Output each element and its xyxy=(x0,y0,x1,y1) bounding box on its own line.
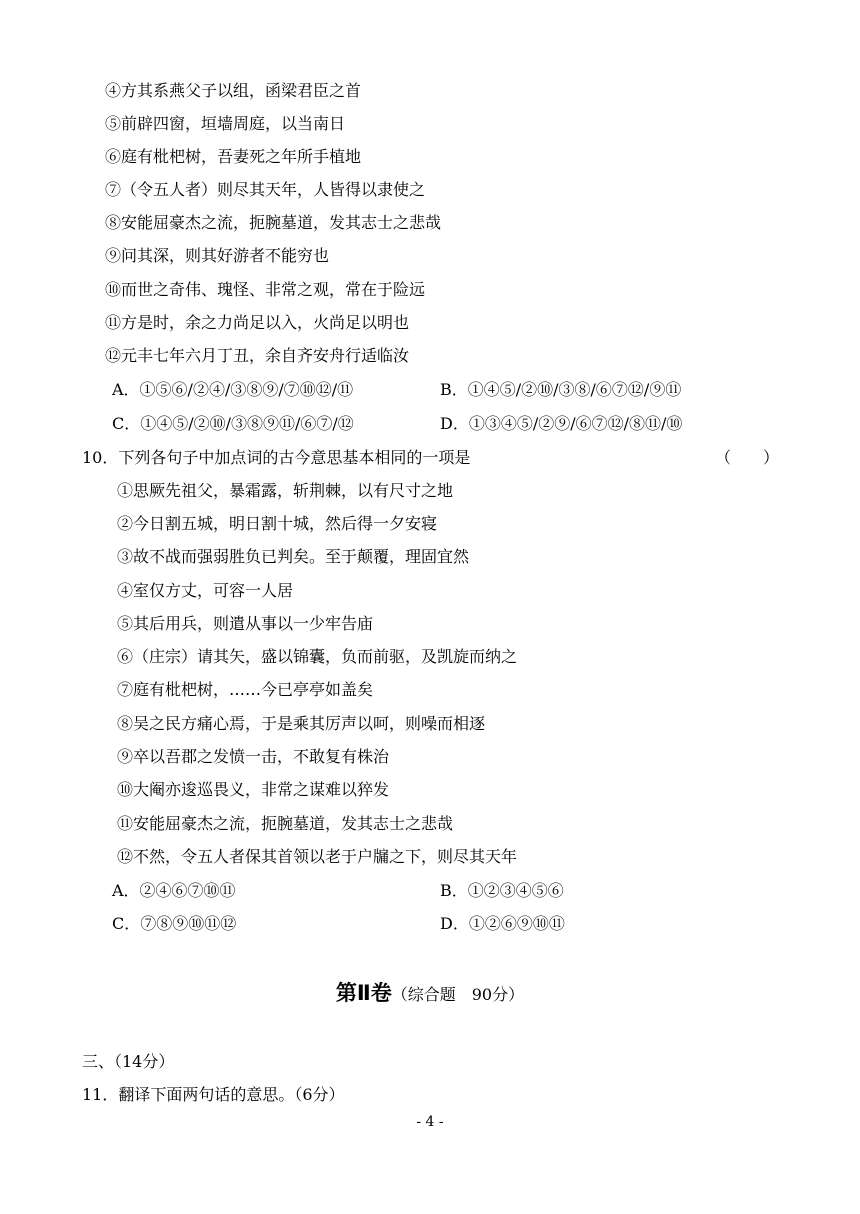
q11-stem: 11．翻译下面两句话的意思。（6分） xyxy=(82,1085,345,1104)
page-number: - 4 - xyxy=(416,1114,444,1130)
q10-answer-paren: （ ） xyxy=(715,448,780,467)
q10-item-2: ②今日割五城，明日割十城，然后得一夕安寝 xyxy=(117,514,438,533)
q9-item-6: ⑥庭有枇杷树，吾妻死之年所手植地 xyxy=(105,147,362,166)
q10-item-8: ⑧吴之民方痛心焉，于是乘其厉声以呵，则噪而相逐 xyxy=(117,714,486,733)
q9-option-b[interactable]: B．①④⑤/②⑩/③⑧/⑥⑦⑫/⑨⑪ xyxy=(440,380,682,399)
q10-item-1: ①思厥先祖父，暴霜露，斩荆棘，以有尺寸之地 xyxy=(117,481,454,500)
q10-option-d[interactable]: D．①②⑥⑨⑩⑪ xyxy=(440,914,565,933)
q9-item-9: ⑨问其深，则其好游者不能穷也 xyxy=(105,246,330,265)
section-title: 第Ⅱ卷 xyxy=(335,981,392,1005)
section-heading xyxy=(0,980,860,1008)
q9-item-7: ⑦（令五人者）则尽其天年，人皆得以隶使之 xyxy=(105,180,426,199)
part-three-heading: 三、（14分） xyxy=(82,1052,175,1071)
q10-item-6: ⑥（庄宗）请其矢，盛以锦囊，负而前驱，及凯旋而纳之 xyxy=(117,647,518,666)
q9-option-d[interactable]: D．①③④⑤/②⑨/⑥⑦⑫/⑧⑪/⑩ xyxy=(440,414,683,433)
q9-option-a[interactable]: A．①⑤⑥/②④/③⑧⑨/⑦⑩⑫/⑪ xyxy=(112,380,354,399)
q10-item-5: ⑤其后用兵，则遣从事以一少牢告庙 xyxy=(117,614,374,633)
q9-item-4: ④方其系燕父子以组，函梁君臣之首 xyxy=(105,81,362,100)
q10-stem: 10．下列各句子中加点词的古今意思基本相同的一项是 xyxy=(82,448,471,467)
q9-item-5: ⑤前辟四窗，垣墙周庭，以当南日 xyxy=(105,114,346,133)
section-subtitle: （综合题 90分） xyxy=(391,985,525,1004)
q10-option-c[interactable]: C．⑦⑧⑨⑩⑪⑫ xyxy=(112,914,237,933)
q10-item-3: ③故不战而强弱胜负已判矣。至于颠覆，理固宜然 xyxy=(117,547,470,566)
q9-item-11: ⑪方是时，余之力尚足以入，火尚足以明也 xyxy=(105,313,410,332)
q10-item-11: ⑪安能屈豪杰之流，扼腕墓道，发其志士之悲哉 xyxy=(117,814,454,833)
q10-item-9: ⑨卒以吾郡之发愤一击，不敢复有株治 xyxy=(117,747,390,766)
q10-item-10: ⑩大阉亦逡巡畏义，非常之谋难以猝发 xyxy=(117,780,390,799)
q9-item-12: ⑫元丰七年六月丁丑，余自齐安舟行适临汝 xyxy=(105,346,410,365)
q10-item-12: ⑫不然，令五人者保其首领以老于户牖之下，则尽其天年 xyxy=(117,847,518,866)
q9-item-10: ⑩而世之奇伟、瑰怪、非常之观，常在于险远 xyxy=(105,280,426,299)
q10-option-a[interactable]: A．②④⑥⑦⑩⑪ xyxy=(112,881,236,900)
q9-item-8: ⑧安能屈豪杰之流，扼腕墓道，发其志士之悲哉 xyxy=(105,213,442,232)
q10-item-4: ④室仅方丈，可容一人居 xyxy=(117,581,294,600)
q10-option-b[interactable]: B．①②③④⑤⑥ xyxy=(440,881,564,900)
q10-item-7: ⑦庭有枇杷树，……今已亭亭如盖矣 xyxy=(117,680,374,699)
q9-option-c[interactable]: C．①④⑤/②⑩/③⑧⑨⑪/⑥⑦/⑫ xyxy=(112,414,354,433)
